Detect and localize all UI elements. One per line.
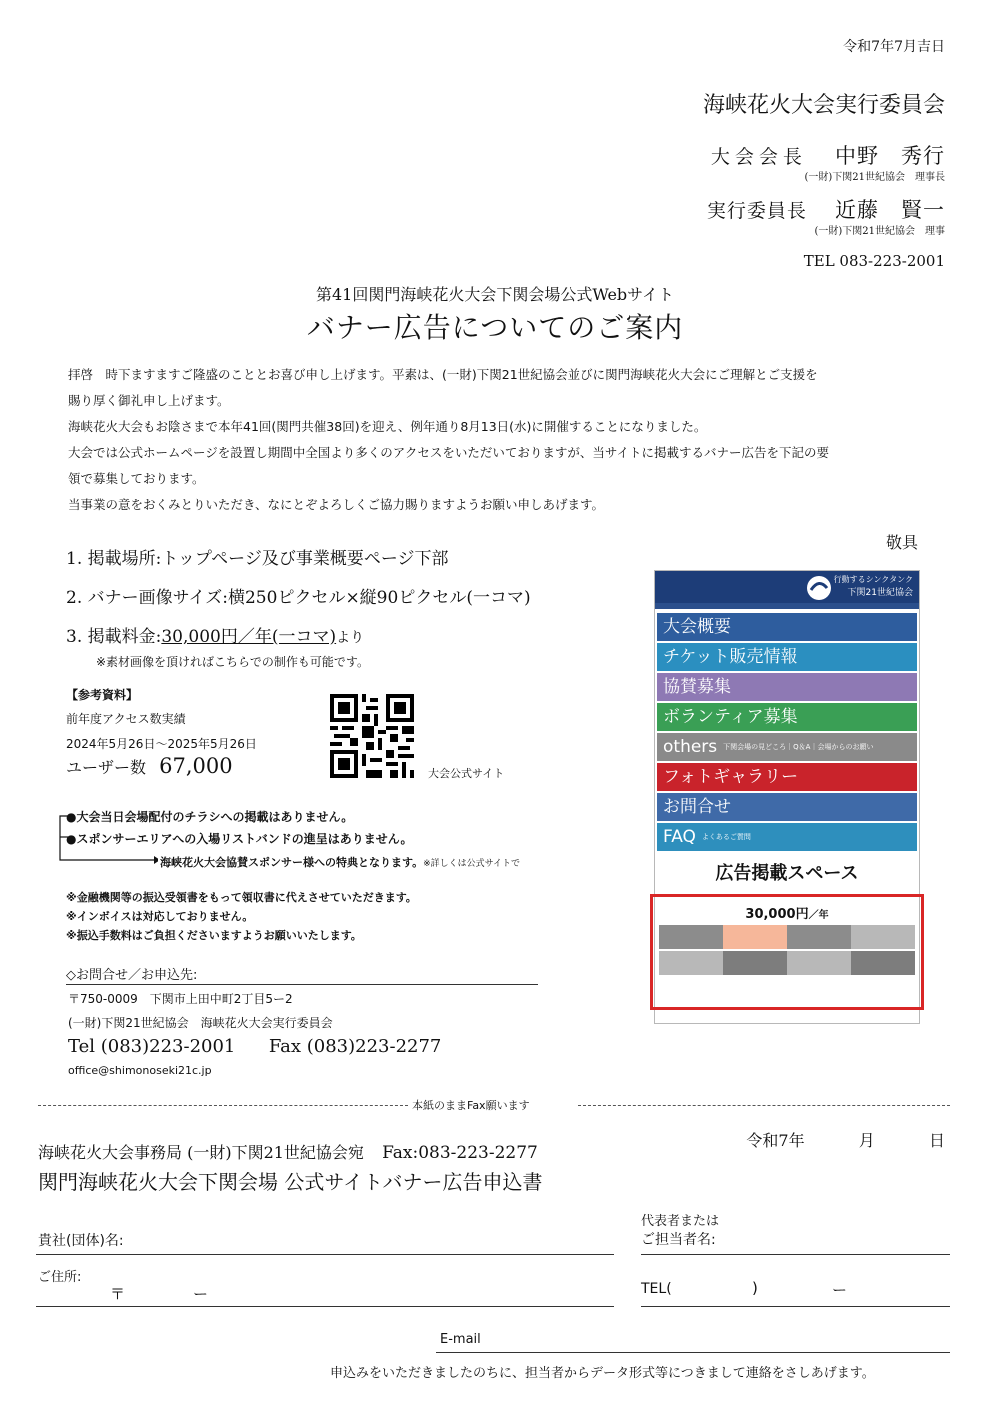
- contact-email[interactable]: office@shimonoseki21c.jp: [68, 1064, 212, 1077]
- ad-space-highlight: [650, 894, 924, 1010]
- company-field[interactable]: [36, 1254, 614, 1255]
- site-logo-icon: [805, 574, 833, 602]
- site-menu-item[interactable]: [657, 733, 917, 761]
- site-menu-label: 大会概要: [663, 617, 731, 637]
- ad-slot: [659, 951, 723, 975]
- paragraph-line: 賜り厚く御礼申し上げます。: [68, 393, 230, 408]
- note-invoice: ※インボイスは対応しておりません。: [66, 910, 254, 923]
- intro-paragraphs: [68, 362, 948, 518]
- site-menu-sublabel: よくあるご質問: [701, 833, 751, 841]
- tel-label: TEL(: [641, 1281, 672, 1297]
- cut-line-right: [578, 1105, 950, 1106]
- rep-label-line1: 代表者または: [641, 1214, 720, 1229]
- fee-note: ※素材画像を頂ければこちらでの制作も可能です。: [96, 655, 369, 669]
- reference-users: [66, 754, 233, 778]
- benefit-flyer: ●大会当日会場配付のチラシへの掲載はありません。: [66, 810, 354, 824]
- contact-heading: ◇お問合せ／お申込先:: [66, 968, 198, 983]
- contact-fax: Fax (083)223-2277: [268, 1036, 442, 1057]
- site-nav-strip: [655, 603, 919, 609]
- contact-tel: Tel (083)223-2001: [68, 1036, 236, 1057]
- item-size: 2. バナー画像サイズ:横250ピクセル×縦90ピクセル(一コマ): [66, 588, 531, 608]
- site-menu-label: others: [663, 737, 718, 757]
- rep-field[interactable]: [641, 1254, 950, 1255]
- payment-notes: [66, 888, 417, 945]
- site-menu: [655, 609, 919, 851]
- item-fee: [66, 622, 364, 647]
- ad-price-unit: ／年: [808, 910, 829, 921]
- site-menu-item[interactable]: [657, 823, 917, 851]
- form-recipient: [38, 1140, 538, 1163]
- ad-slot: [787, 925, 851, 949]
- qr-code-icon[interactable]: [330, 694, 414, 778]
- ad-price-value: 30,000円: [745, 907, 809, 922]
- site-header-tagline: 行動するシンクタンク: [833, 575, 913, 584]
- site-menu-item[interactable]: [657, 673, 917, 701]
- ad-slot: [787, 951, 851, 975]
- reference-heading: 【参考資料】: [66, 688, 139, 702]
- contact-org: (一財)下関21世紀協会 海峡花火大会実行委員会: [68, 1016, 333, 1030]
- ad-slot: [851, 925, 915, 949]
- company-label: 貴社(団体)名:: [38, 1233, 124, 1249]
- benefit-wristband: ●スポンサーエリアへの入場リストバンドの進呈はありません。: [66, 832, 413, 846]
- ad-slot: [659, 925, 723, 949]
- reference-label: 前年度アクセス数実績: [66, 712, 186, 726]
- ad-slot: [723, 951, 787, 975]
- benefit-sponsor: [160, 854, 520, 870]
- paragraph-line: 海峡花火大会もお陰さまで本年41回(関門共催38回)を迎え、例年通り8月13日(水)に開催することになりました。: [68, 419, 707, 434]
- site-menu-label: お問合せ: [663, 797, 731, 817]
- tel-close: ): [752, 1279, 758, 1297]
- site-menu-item[interactable]: [657, 643, 917, 671]
- postal-mark: 〒: [110, 1285, 126, 1303]
- note-receipt: ※金融機関等の振込受領書をもって領収書に代えさせていただきます。: [66, 891, 417, 904]
- paragraph-line: 当事業の意をおくみとりいただき、なにとぞよろしくご協力賜りますようお願い申しあげます。: [68, 497, 605, 512]
- issue-date: 令和7年7月吉日: [843, 39, 945, 55]
- users-label: ユーザー数: [66, 758, 147, 777]
- site-menu-label: 協賛募集: [663, 677, 731, 697]
- note-fee: ※振込手数料はご負担くださいますようお願いいたします。: [66, 929, 362, 942]
- site-menu-item[interactable]: [657, 703, 917, 731]
- ad-price: [659, 903, 915, 923]
- contact-phone: [68, 1036, 441, 1057]
- site-preview-header: [655, 571, 919, 609]
- sponsor-note-small: ※詳しくは公式サイトで: [423, 859, 521, 869]
- chair-name: 中野 秀行: [835, 144, 945, 168]
- exec-affiliation: (一財)下関21世紀協会 理事: [814, 226, 945, 237]
- ad-space-title: 広告掲載スペース: [715, 863, 859, 884]
- form-date-month[interactable]: 月: [858, 1131, 875, 1150]
- exec-title: 実行委員長: [706, 200, 807, 222]
- site-menu-sublabel: 下関会場の見どころ｜Q＆A｜会場からのお願い: [723, 743, 874, 751]
- header-tel: TEL 083-223-2001: [803, 252, 945, 270]
- form-date-era: 令和7年: [746, 1131, 805, 1150]
- paragraph-line: 大会では公式ホームページを設置し期間中全国より多くのアクセスをいただいておりますが、当サイトに掲載するバナー広告を下記の要: [68, 445, 830, 460]
- document-title: バナー広告についてのご案内: [306, 311, 684, 344]
- form-date: [746, 1128, 945, 1151]
- site-menu-item[interactable]: [657, 793, 917, 821]
- fee-suffix: より: [336, 630, 365, 646]
- chair-line: [711, 140, 945, 170]
- exec-name: 近藤 賢一: [835, 198, 945, 222]
- fee-price: 30,000円／年(一コマ): [161, 627, 337, 647]
- site-menu-item[interactable]: [657, 613, 917, 641]
- paragraph-line: 領で募集しております。: [68, 471, 205, 486]
- committee-name: 海峡花火大会実行委員会: [702, 93, 945, 118]
- site-menu-item[interactable]: [657, 763, 917, 791]
- item-location: 1. 掲載場所:トップページ及び事業概要ページ下部: [66, 549, 449, 569]
- address-field[interactable]: [36, 1306, 614, 1307]
- email-field[interactable]: [436, 1352, 950, 1353]
- closing-keigu: 敬具: [885, 533, 918, 552]
- chair-affiliation: (一財)下関21世紀協会 理事長: [804, 172, 945, 183]
- contact-rule: [66, 984, 538, 985]
- ad-slot: [851, 951, 915, 975]
- fax-instruction: 本紙のままFax願います: [412, 1099, 530, 1112]
- form-footer-note: 申込みをいただきましたのちに、担当者からデータ形式等につきまして連絡をさしあげます。: [330, 1366, 875, 1381]
- tel-field[interactable]: [641, 1306, 950, 1307]
- form-fax-number: Fax:083-223-2277: [382, 1143, 538, 1163]
- users-value: 67,000: [159, 754, 233, 778]
- paragraph-line: 拝啓 時下ますますご隆盛のこととお喜び申し上げます。平素は、(一財)下関21世紀協会並びに関門海峡花火大会にご理解とご支援を: [68, 367, 818, 382]
- form-date-day[interactable]: 日: [928, 1131, 945, 1150]
- site-menu-label: チケット販売情報: [663, 647, 798, 667]
- site-menu-label: FAQ: [663, 827, 696, 847]
- rep-label-line2: ご担当者名:: [641, 1232, 716, 1248]
- site-menu-label: ボランティア募集: [663, 707, 798, 727]
- cut-line-left: [38, 1105, 408, 1106]
- address-label: ご住所:: [38, 1270, 82, 1285]
- site-header-org: 下関21世紀協会: [847, 588, 913, 598]
- chair-title: 大会会長: [710, 146, 807, 168]
- contact-address: 〒750-0009 下関市上田中町2丁目5ー2: [68, 992, 293, 1006]
- ad-slot: [723, 925, 787, 949]
- reference-period: 2024年5月26日～2025年5月26日: [66, 737, 257, 751]
- qr-caption: 大会公式サイト: [428, 767, 505, 780]
- exec-line: [707, 194, 945, 224]
- postal-dash: ー: [193, 1285, 209, 1303]
- fee-label: 3. 掲載料金:: [66, 627, 162, 647]
- email-label: E-mail: [440, 1332, 481, 1347]
- site-menu-label: フォトギャラリー: [663, 767, 799, 787]
- sponsor-note: 海峡花火大会協賛スポンサー様への特典となります。: [160, 856, 424, 869]
- tel-dash: ー: [832, 1281, 848, 1299]
- document-subtitle: 第41回関門海峡花火大会下関会場公式Webサイト: [315, 285, 675, 304]
- form-title: 関門海峡花火大会下関会場 公式サイトバナー広告申込書: [38, 1170, 543, 1194]
- form-to: 海峡花火大会事務局 (一財)下関21世紀協会宛: [38, 1143, 364, 1162]
